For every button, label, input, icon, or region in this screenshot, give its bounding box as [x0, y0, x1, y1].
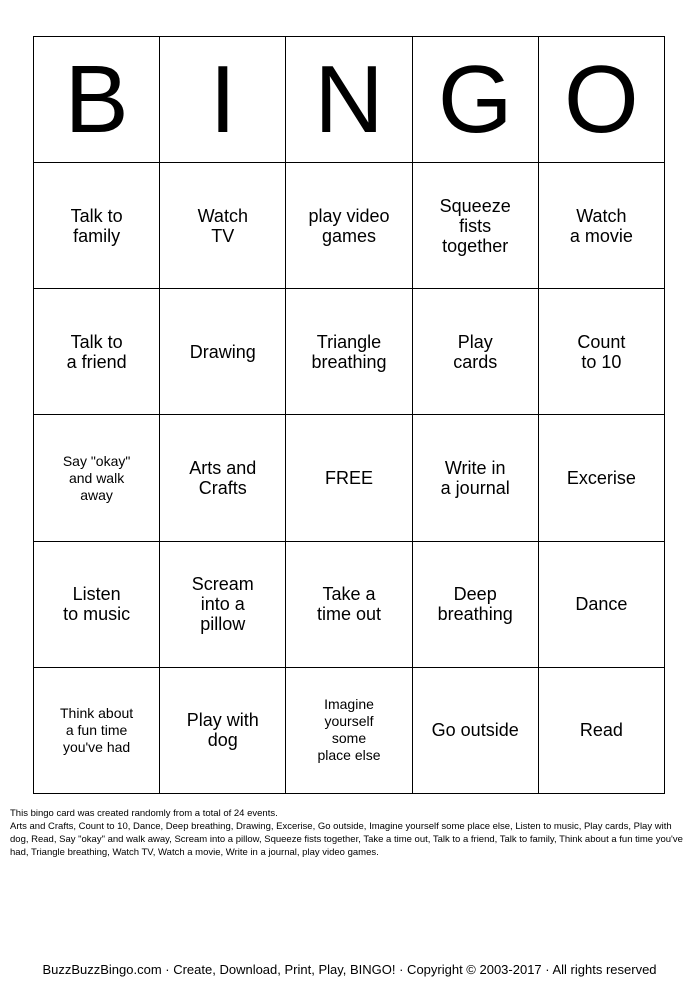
bingo-cell: [160, 668, 286, 794]
letter-text: I: [209, 45, 237, 153]
bingo-cell: [413, 668, 539, 794]
bingo-cell: [34, 415, 160, 541]
header-letter-o: [539, 37, 665, 163]
cell-text: Say "okay" and walk away: [62, 452, 131, 503]
cell-text: Play with dog: [186, 710, 259, 751]
header-letter-b: [34, 37, 160, 163]
bingo-cell: [160, 542, 286, 668]
cell-text: Drawing: [189, 341, 256, 362]
header-letter-i: [160, 37, 286, 163]
cell-text: Listen to music: [63, 584, 131, 625]
bingo-cell: [413, 415, 539, 541]
bingo-cell: [286, 668, 412, 794]
cell-text: Watch a movie: [569, 205, 633, 246]
bingo-cell: [539, 163, 665, 289]
bingo-cell: [34, 163, 160, 289]
letter-text: O: [564, 45, 639, 153]
bingo-cell: [34, 668, 160, 794]
header-letter-g: [413, 37, 539, 163]
free-space-cell: [286, 415, 412, 541]
letter-text: G: [437, 45, 513, 153]
bingo-cell: [34, 542, 160, 668]
bingo-cell: [539, 415, 665, 541]
bingo-cell: [34, 289, 160, 415]
bingo-cell: [286, 289, 412, 415]
letter-text: B: [64, 45, 129, 153]
cell-text: Squeeze fists together: [439, 195, 511, 256]
cell-text: Talk to a friend: [66, 331, 127, 372]
letter-text: N: [314, 45, 384, 153]
cell-text: Imagine yourself some place else: [317, 696, 381, 764]
header-letter-n: [286, 37, 412, 163]
cell-text: Play cards: [453, 331, 498, 372]
cell-text: Excerise: [566, 468, 636, 489]
cell-text: Take a time out: [316, 584, 381, 625]
bingo-cell: [539, 289, 665, 415]
cell-text: Talk to family: [70, 205, 123, 246]
cell-text: Scream into a pillow: [191, 574, 254, 635]
bingo-cell: [286, 163, 412, 289]
bingo-cell: [286, 542, 412, 668]
bingo-cell: [160, 289, 286, 415]
cell-text: Dance: [575, 594, 628, 615]
bingo-cell: [539, 542, 665, 668]
cell-text: Deep breathing: [437, 584, 513, 625]
cell-text: Count to 10: [577, 331, 626, 372]
cell-text: Triangle breathing: [311, 331, 387, 372]
site-footer: BuzzBuzzBingo.com · Create, Download, Print, Play, BINGO! · Copyright © 2003-2017 · All rights reserved: [42, 962, 657, 977]
caption-events: Arts and Crafts, Count to 10, Dance, Deep breathing, Drawing, Excerise, Go outside, Imagine yourself some place else, Listen to music, Play cards, Play with dog, Read, Say "okay" and walk away, Scream into a pillow, Squeeze fists together, Take a time out, Talk to a friend, Talk to family, Think about a fun time you've had, Triangle breathing, Watch TV, Watch a movie, Write in a journal, play video games.: [10, 821, 683, 858]
cell-text: Watch TV: [197, 205, 248, 246]
cell-text: Think about a fun time you've had: [60, 704, 134, 755]
bingo-card: [33, 36, 665, 794]
caption-summary: This bingo card was created randomly from a total of 24 events.: [10, 808, 278, 819]
cell-text: Go outside: [431, 720, 519, 741]
bingo-cell: [413, 289, 539, 415]
cell-text: FREE: [324, 468, 373, 489]
bingo-cell: [160, 415, 286, 541]
bingo-cell: [160, 163, 286, 289]
cell-text: Read: [579, 720, 623, 741]
cell-text: play video games: [308, 205, 390, 246]
cell-text: Arts and Crafts: [189, 458, 257, 499]
cell-text: Write in a journal: [440, 458, 510, 499]
bingo-cell: [539, 668, 665, 794]
bingo-cell: [413, 163, 539, 289]
event-list-caption: [10, 807, 692, 859]
bingo-cell: [413, 542, 539, 668]
